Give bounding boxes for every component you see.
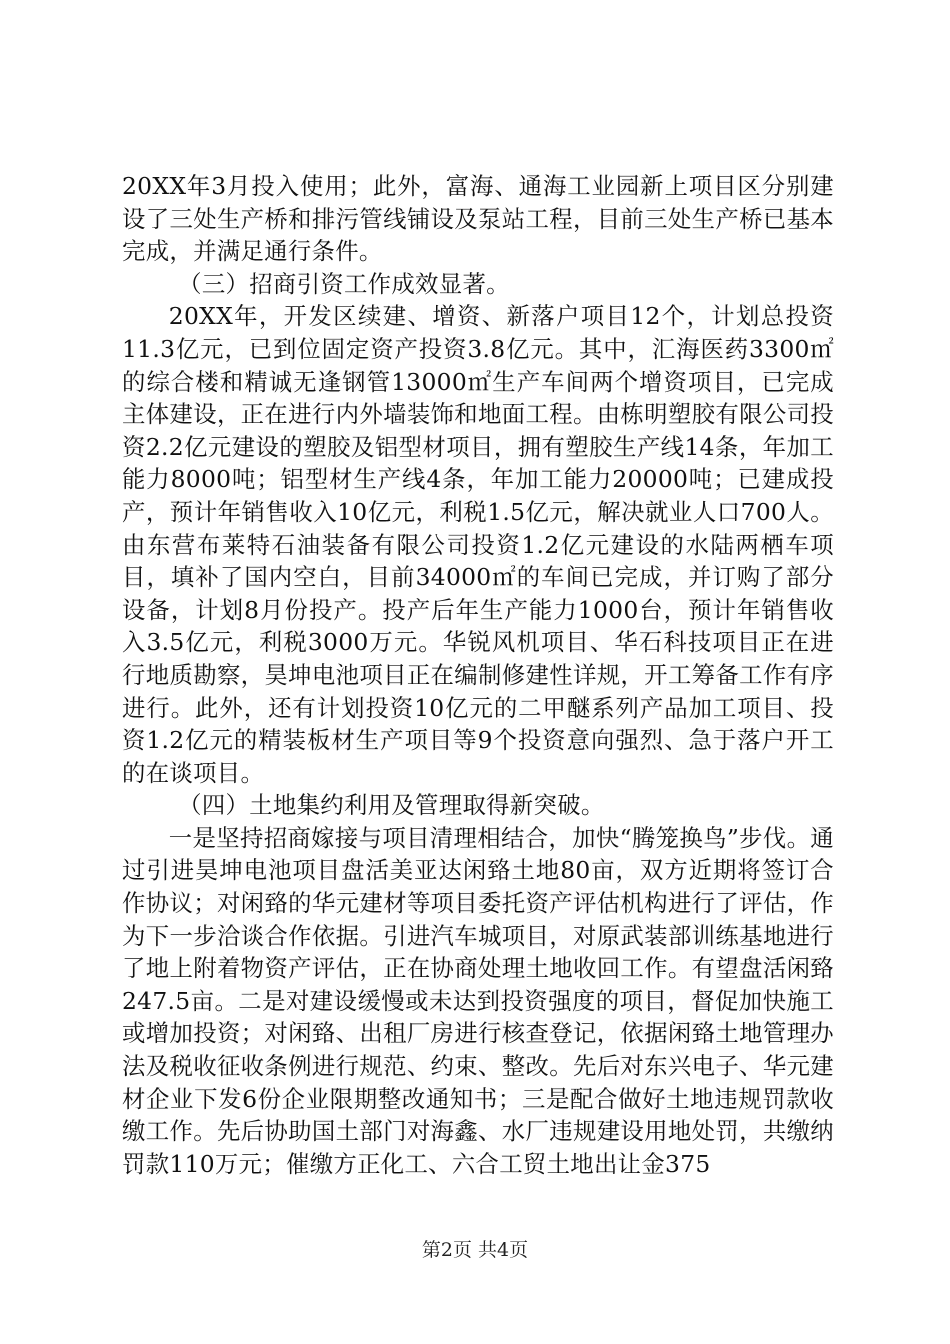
paragraph-investment: 20XX年，开发区续建、增资、新落户项目12个，计划总投资11.3亿元，已到位固定资产投资3.8亿元。其中，汇海医药3300㎡的综合楼和精诚无逢钢管13000㎡生产车间两个增资项目，已完成主体建设，正在进行内外墙装饰和地面工程。由栋明塑胶有限公司投资2.2亿元建设的塑胶及铝型材项目，拥有塑胶生产线14条，年加工能力8000吨；铝型材生产线4条，年加工能力20000吨；已建成投产，预计年销售收入10亿元，利税1.5亿元，解决就业人口700人。由东营布莱特石油装备有限公司投资1.2亿元建设的水陆两栖车项目，填补了国内空白，目前34000㎡的车间已完成，并订购了部分设备，计划8月份投产。投产后年生产能力1000台，预计年销售收入3.5亿元，利税3000万元。华锐风机项目、华石科技项目正在进行地质勘察，昊坤电池项目正在编制修建性详规，开工筹备工作有序进行。此外，还有计划投资10亿元的二甲醚系列产品加工项目、投资1.2亿元的精装板材生产项目等9个投资意向强烈、急于落户开工的在谈项目。: [122, 302, 834, 787]
section-heading-three: （三）招商引资工作成效显著。: [178, 269, 510, 298]
paragraph-land-use: 一是坚持招商嫁接与项目清理相结合，加快“腾笼换鸟”步伐。通过引进昊坤电池项目盘活美亚达闲臵土地80亩，双方近期将签订合作协议；对闲臵的华元建材等项目委托资产评估机构进行了评估，作为下一步洽谈合作依据。引进汽车城项目，对原武装部训练基地进行了地上附着物资产评估，正在协商处理土地收回工作。有望盘活闲臵247.5亩。二是对建设缓慢或未达到投资强度的项目，督促加快施工或增加投资；对闲臵、出租厂房进行核查登记，依据闲臵土地管理办法及税收征收条例进行规范、约束、整改。先后对东兴电子、华元建材企业下发6份企业限期整改通知书；三是配合做好土地违规罚款收缴工作。先后协助国土部门对海鑫、水厂违规建设用地处罚，共缴纳罚款110万元；催缴方正化工、六合工贸土地出让金375: [122, 823, 834, 1178]
document-body: [122, 170, 834, 1180]
paragraph-continuation: 20XX年3月投入使用；此外，富海、通海工业园新上项目区分别建设了三处生产桥和排污管线铺设及泵站工程，目前三处生产桥已基本完成，并满足通行条件。: [122, 172, 834, 266]
page-number-footer: 第2页 共4页: [421, 1239, 529, 1261]
section-heading-four: （四）土地集约利用及管理取得新突破。: [178, 791, 605, 820]
